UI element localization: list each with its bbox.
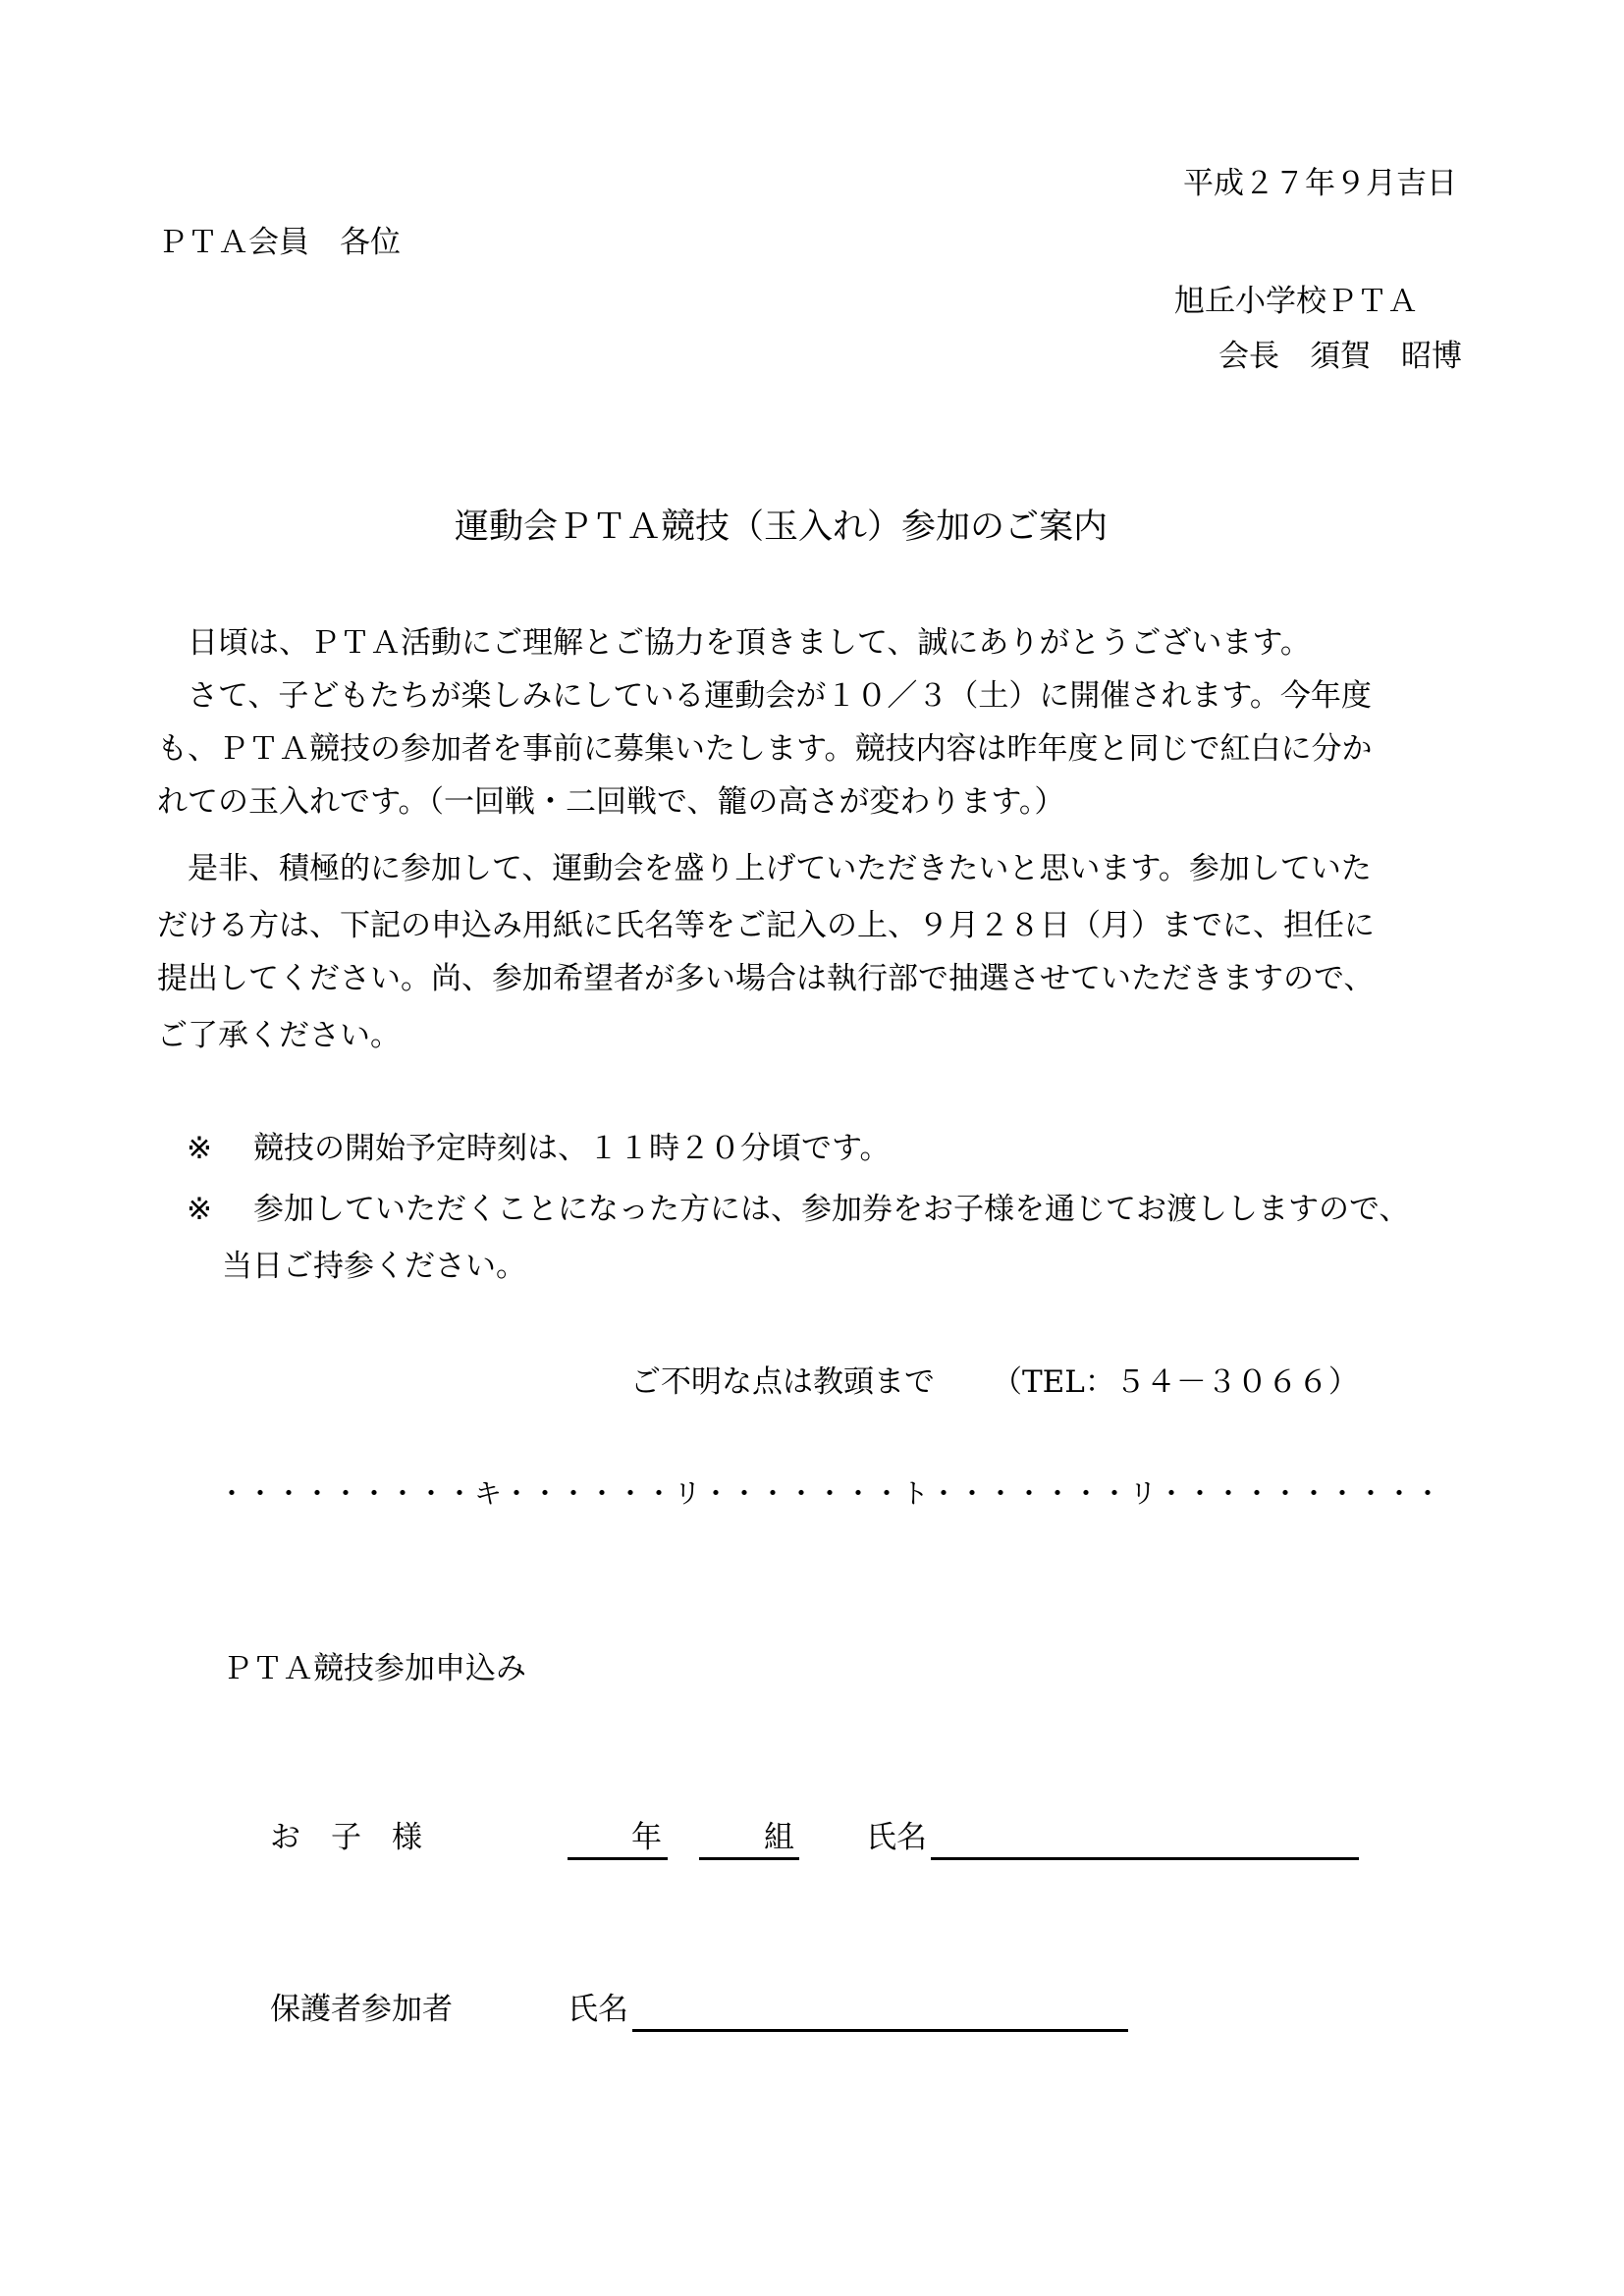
form-title: ＰＴＡ競技参加申込み (222, 1651, 526, 1686)
cut-line: ・・・・・・・・・キ・・・・・・リ・・・・・・・ト・・・・・・・リ・・・・・・・・・・ (218, 1477, 1443, 1510)
note-2-line-2: 当日ご持参ください。 (222, 1249, 526, 1284)
grade-label: 年 (631, 1820, 662, 1855)
child-name-label: 氏名 (866, 1820, 927, 1855)
note-2-line-1: 参加していただくことになった方には、参加券をお子様を通じてお渡ししますので、 (253, 1192, 1410, 1227)
recipient: ＰＴＡ会員 各位 (157, 225, 401, 260)
guardian-name-blank[interactable] (632, 2029, 1128, 2032)
body-line: 是非、積極的に参加して、運動会を盛り上げていただきたいと思います。参加していた (157, 851, 1372, 886)
date: 平成２７年９月吉日 (1183, 166, 1457, 201)
note-mark: ※ (187, 1192, 212, 1227)
guardian-name-label: 氏名 (568, 1992, 628, 2027)
note-mark: ※ (187, 1131, 212, 1166)
body-line: だける方は、下記の申込み用紙に氏名等をご記入の上、９月２８日（月）までに、担任に (157, 908, 1375, 943)
document-title: 運動会ＰＴＡ競技（玉入れ）参加のご案内 (455, 507, 1109, 547)
contact-tel: （TEL：５４－３０６６） (992, 1364, 1359, 1400)
guardian-label: 保護者参加者 (270, 1992, 453, 2027)
sender-org: 旭丘小学校ＰＴＡ (1174, 284, 1418, 319)
body-line: も、ＰＴＡ競技の参加者を事前に募集いたします。競技内容は昨年度と同じで紅白に分か (157, 731, 1373, 767)
child-name-blank[interactable] (931, 1857, 1359, 1860)
body-line: さて、子どもたちが楽しみにしている運動会が１０／３（土）に開催されます。今年度 (157, 678, 1372, 714)
contact-text: ご不明な点は教頭まで (630, 1364, 935, 1400)
class-label: 組 (764, 1820, 794, 1855)
grade-blank[interactable] (568, 1857, 668, 1860)
body-line: ご了承ください。 (157, 1018, 401, 1053)
body-line: 提出してください。尚、参加希望者が多い場合は執行部で抽選させていただきますので、 (157, 961, 1375, 996)
sender-name: 会長 須賀 昭博 (1218, 339, 1462, 374)
note-1: 競技の開始予定時刻は、１１時２０分頃です。 (253, 1131, 891, 1166)
body-line: 日頃は、ＰＴＡ活動にご理解とご協力を頂きまして、誠にありがとうございます。 (157, 625, 1311, 661)
class-blank[interactable] (699, 1857, 799, 1860)
body-line: れての玉入れです。（一回戦・二回戦で、籠の高さが変わります。） (157, 784, 1065, 820)
child-label: お 子 様 (270, 1820, 422, 1855)
